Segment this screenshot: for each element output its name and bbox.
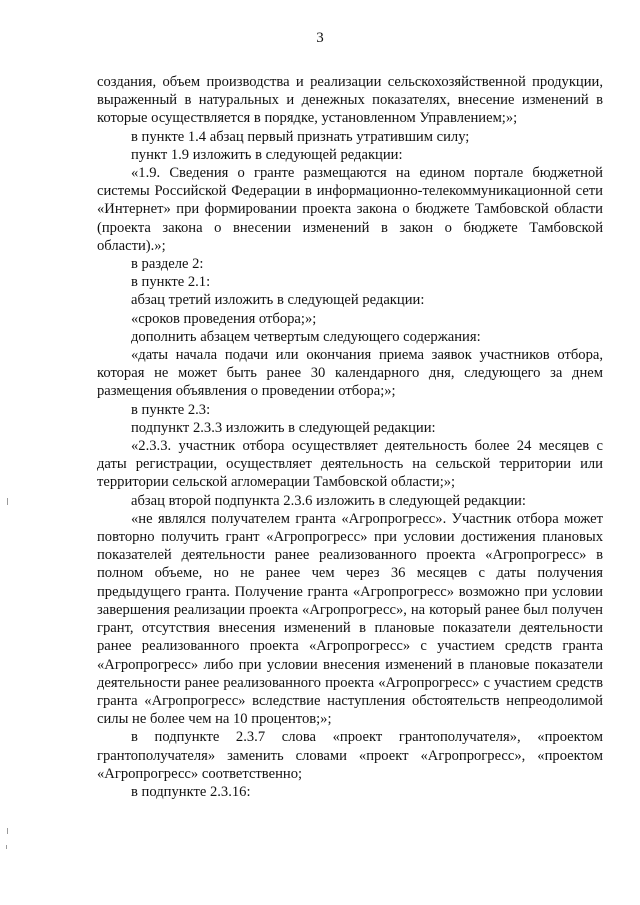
paragraph-abzac-3-text: «сроков проведения отбора;»; <box>131 310 317 327</box>
paragraph-subitem-2-3-7: в подпункте 2.3.7 слова «проект грантополучателя», «проектом грантополучателя» заменить словами «проект «Агропрогресс», «проектом «Агропрогресс» соответственно; <box>97 729 603 782</box>
paragraph-item-2-1: в пункте 2.1: <box>131 274 211 291</box>
scan-margin-mark <box>7 828 8 834</box>
document-body <box>97 73 603 801</box>
paragraph-item-1-9-text: «1.9. Сведения о гранте размещаются на едином портале бюджетной системы Российской Федерации в информационно-телекоммуникационной сети «Интернет» при формировании проекта закона о бюджете Тамбовской области (проекта закона о внесении изменений в закон о бюджете Тамбовской области).»; <box>97 165 603 254</box>
paragraph-abzac-4-text: «даты начала подачи или окончания приема заявок участников отбора, которая не может быть ранее 30 календарного дня, следующего за днем размещения объявления о проведении отбора;»; <box>97 347 603 400</box>
scan-margin-mark <box>6 845 7 849</box>
paragraph-continuation: создания, объем производства и реализации сельскохозяйственной продукции, выраженный в натуральных и денежных показателях, внесение изменений в которые осуществляется в порядке, установленном Управлением;»; <box>97 74 603 127</box>
page-number: 3 <box>316 30 324 46</box>
paragraph-subitem-2-3-3-text: «2.3.3. участник отбора осуществляет деятельность более 24 месяцев с даты регистрации, осуществляет деятельность на сельской территории или территории сельской агломерации Тамбовской области;»; <box>97 438 603 491</box>
paragraph-subitem-2-3-3-intro: подпункт 2.3.3 изложить в следующей редакции: <box>131 419 436 436</box>
paragraph-subitem-2-3-6-intro: абзац второй подпункта 2.3.6 изложить в следующей редакции: <box>131 492 526 509</box>
paragraph-item-1-4: в пункте 1.4 абзац первый признать утратившим силу; <box>131 128 470 145</box>
paragraph-abzac-4-intro: дополнить абзацем четвертым следующего содержания: <box>131 328 481 345</box>
paragraph-item-2-3: в пункте 2.3: <box>131 401 211 418</box>
paragraph-subitem-2-3-16: в подпункте 2.3.16: <box>131 783 251 800</box>
paragraph-abzac-3: абзац третий изложить в следующей редакции: <box>131 292 425 309</box>
paragraph-subitem-2-3-6-text: «не являлся получателем гранта «Агропрогресс». Участник отбора может повторно получить грант «Агропрогресс» при условии достижения плановых показателей деятельности ранее реализованного проекта «Агропрогресс» в полном объеме, но не ранее чем через 36 месяцев с даты получения предыдущего гранта. Получение гранта «Агропрогресс» возможно при условии завершения реализации проекта «Агропрогресс», на который ранее был получен грант, отсутствия внесения изменений в плановые показатели деятельности ранее реализованного проекта «Агропрогресс» с участием средств гранта «Агропрогресс» либо при условии внесения изменений в плановые показатели деятельности ранее реализованного проекта «Агропрогресс» с участием средств гранта «Агропрогресс» вследствие наступления обстоятельств непреодолимой силы не более чем на 10 процентов;»; <box>97 510 603 728</box>
paragraph-section-2: в разделе 2: <box>131 256 204 273</box>
paragraph-item-1-9-intro: пункт 1.9 изложить в следующей редакции: <box>131 146 403 163</box>
scan-margin-mark <box>7 498 8 505</box>
